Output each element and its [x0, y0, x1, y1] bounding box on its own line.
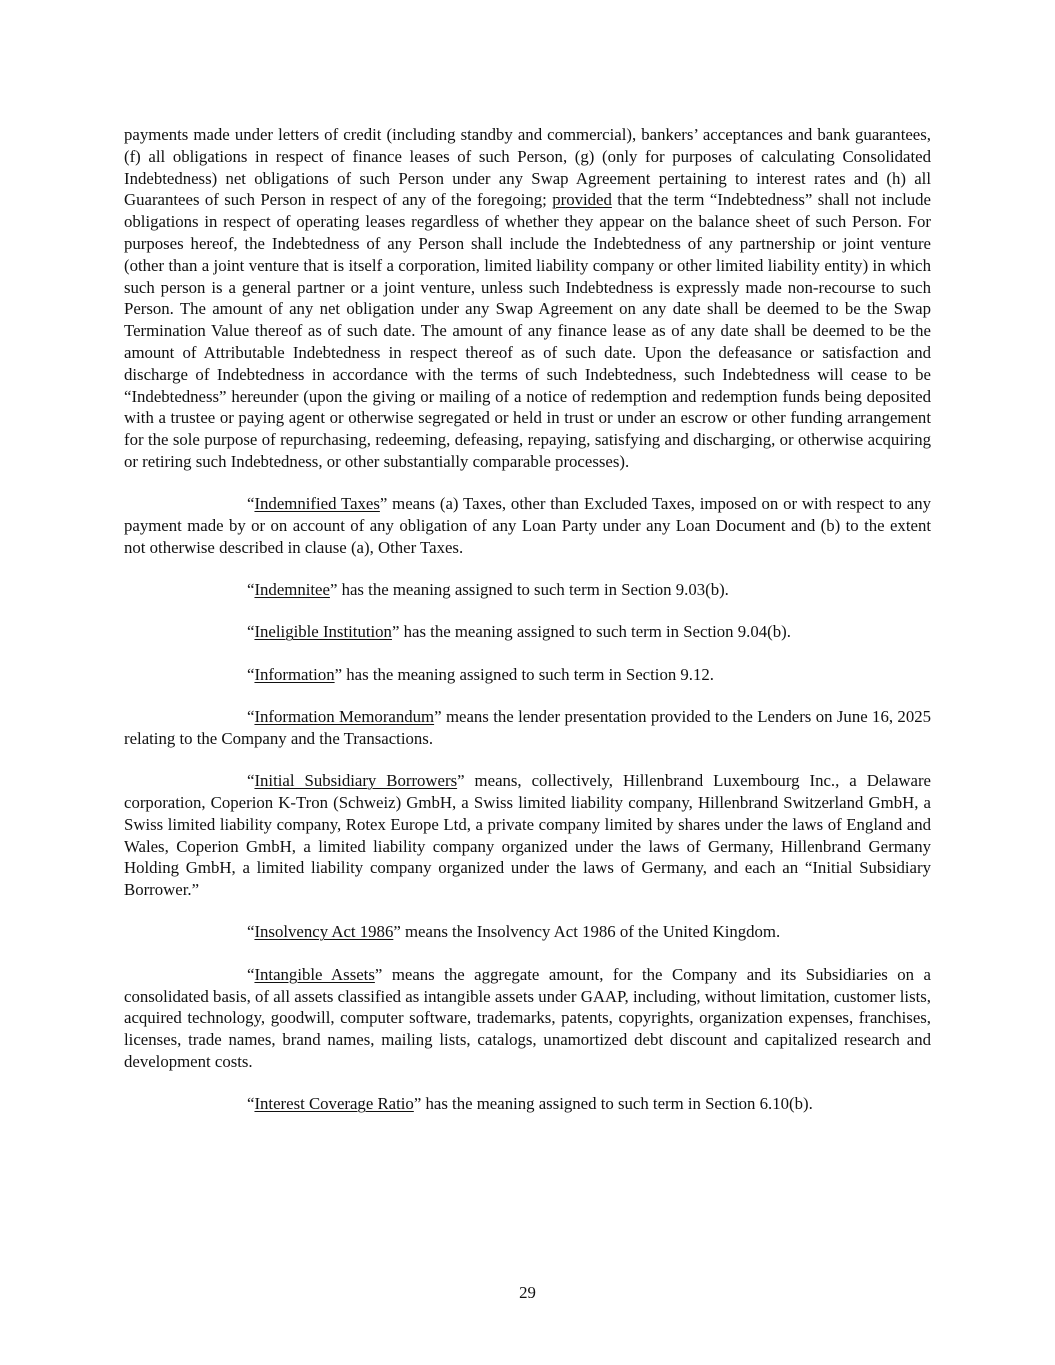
definition-body: has the meaning assigned to such term in Section 9.03(b). [337, 580, 729, 600]
definition-body: means, collectively, Hillenbrand Luxembourg Inc., a Delaware corporation, Coperion K-Tron (Schweiz) GmbH, a Swiss limited liability company, Hillenbrand Switzerland GmbH, a Swiss limited liability company, Rotex Europe Ltd, a private company limited by shares under the laws of England and Wales, Coperion GmbH, a limited liability company organized under the laws of Germany, Hillenbrand Germany Holding GmbH, a limited liability company organized under the laws of Germany, and each an “Initial Subsidiary Borrower.” [124, 771, 931, 900]
definition-initial-subsidiary-borrowers: “Initial Subsidiary Borrowers” means, collectively, Hillenbrand Luxembourg Inc., a Delaware corporation, Coperion K-Tron (Schweiz) GmbH, a Swiss limited liability company, Hillenbrand Switzerland GmbH, a Swiss limited liability company, Rotex Europe Ltd, a private company limited by shares under the laws of England and Wales, Coperion GmbH, a limited liability company organized under the laws of Germany, Hillenbrand Germany Holding GmbH, a limited liability company organized under the laws of Germany, and each an “Initial Subsidiary Borrower.” [124, 771, 931, 900]
definition-information-memorandum: “Information Memorandum” means the lender presentation provided to the Lenders on June 16, 2025 relating to the Company and the Transactions. [124, 707, 931, 748]
definition-ineligible-institution: “Ineligible Institution” has the meaning assigned to such term in Section 9.04(b). [247, 622, 791, 642]
definition-indemnified-taxes: “Indemnified Taxes” means (a) Taxes, other than Excluded Taxes, imposed on or with respect to any payment made by or on account of any obligation of any Loan Party under any Loan Document and (b) to the extent not otherwise described in clause (a), Other Taxes. [124, 494, 931, 557]
definition-information: “Information” has the meaning assigned to such term in Section 9.12. [247, 664, 714, 684]
provided-underlined-term: provided [552, 190, 612, 210]
continuation-text: that the term “Indebtedness” shall not include obligations in respect of operating leases regardless of whether they appear on the balance sheet of such Person. For purposes hereof, the Indebtedness of any Person shall include the Indebtedness of any partnership or joint venture (other than a joint venture that is itself a corporation, limited liability company or other limited liability entity) in which such person is a general partner or a joint venture, unless such Indebtedness is expressly made non-recourse to such Person. The amount of any net obligation under any Swap Agreement on any date shall be deemed to be the Swap Termination Value thereof as of such date. The amount of any finance lease as of any date shall be deemed to be the amount of Attributable Indebtedness in respect thereof as of such date. Upon the defeasance or satisfaction and discharge of Indebtedness in accordance with the terms of such Indebtedness, such Indebtedness will cease to be “Indebtedness” hereunder (upon the giving or mailing of a notice of redemption and redemption funds being deposited with a trustee or paying agent or otherwise segregated or held in trust or under an escrow or other funding arrangement for the sole purpose of repurchasing, redeeming, defeasing, repaying, satisfying and discharging, or otherwise acquiring or retiring such Indebtedness, or other substantially comparable processes). [124, 190, 931, 471]
defined-term: Interest Coverage Ratio [254, 1094, 414, 1114]
definition-interest-coverage-ratio: “Interest Coverage Ratio” has the meaning assigned to such term in Section 6.10(b). [247, 1094, 813, 1114]
defined-term: Insolvency Act 1986 [254, 922, 394, 942]
definition-body: means the lender presentation provided to the Lenders on June 16, 2025 relating to the Company and the Transactions. [124, 707, 931, 748]
defined-term: Intangible Assets [254, 964, 375, 984]
defined-term: Ineligible Institution [254, 622, 392, 642]
continuation-text: payments made under letters of credit (including standby and commercial), bankers’ acceptances and bank guarantees, (f) all obligations in respect of finance leases of such Person, (g) (only for purposes of calculating Consolidated Indebtedness) net obligations of such Person under any Swap Agreement pertaining to interest rates and (h) all Guarantees of such Person in respect of any of the foregoing; [124, 125, 931, 210]
definition-body: has the meaning assigned to such term in Section 9.04(b). [399, 622, 791, 642]
defined-term: Information [254, 664, 335, 684]
definition-body: means (a) Taxes, other than Excluded Taxes, imposed on or with respect to any payment made by or on account of any obligation of any Loan Party under any Loan Document and (b) to the extent not otherwise described in clause (a), Other Taxes. [124, 494, 931, 557]
definition-indemnitee: “Indemnitee” has the meaning assigned to such term in Section 9.03(b). [247, 580, 729, 600]
defined-term: Initial Subsidiary Borrowers [254, 771, 458, 791]
defined-term: Information Memorandum [254, 707, 435, 727]
definition-body: means the Insolvency Act 1986 of the United Kingdom. [400, 922, 781, 942]
definition-insolvency-act-1986: “Insolvency Act 1986” means the Insolvency Act 1986 of the United Kingdom. [247, 922, 781, 942]
indebtedness-definition-continuation [124, 124, 931, 473]
definition-body: means the aggregate amount, for the Company and its Subsidiaries on a consolidated basis, of all assets classified as intangible assets under GAAP, including, without limitation, customer lists, acquired technology, goodwill, computer software, trademarks, patents, copyrights, organization expenses, franchises, licenses, trade names, brand names, mailing lists, catalogs, unamortized debt discount and capitalized research and development costs. [124, 964, 932, 1071]
definition-body: has the meaning assigned to such term in Section 6.10(b). [421, 1094, 813, 1114]
defined-term: Indemnitee [254, 580, 330, 600]
defined-term: Indemnified Taxes [254, 494, 380, 514]
definition-body: has the meaning assigned to such term in Section 9.12. [342, 664, 714, 684]
page-number: 29 [519, 1283, 536, 1302]
definition-intangible-assets: “Intangible Assets” means the aggregate amount, for the Company and its Subsidiaries on a consolidated basis, of all assets classified as intangible assets under GAAP, including, without limitation, customer lists, acquired technology, goodwill, computer software, trademarks, patents, copyrights, organization expenses, franchises, licenses, trade names, brand names, mailing lists, catalogs, unamortized debt discount and capitalized research and development costs. [124, 964, 932, 1071]
document-page [124, 124, 931, 1115]
